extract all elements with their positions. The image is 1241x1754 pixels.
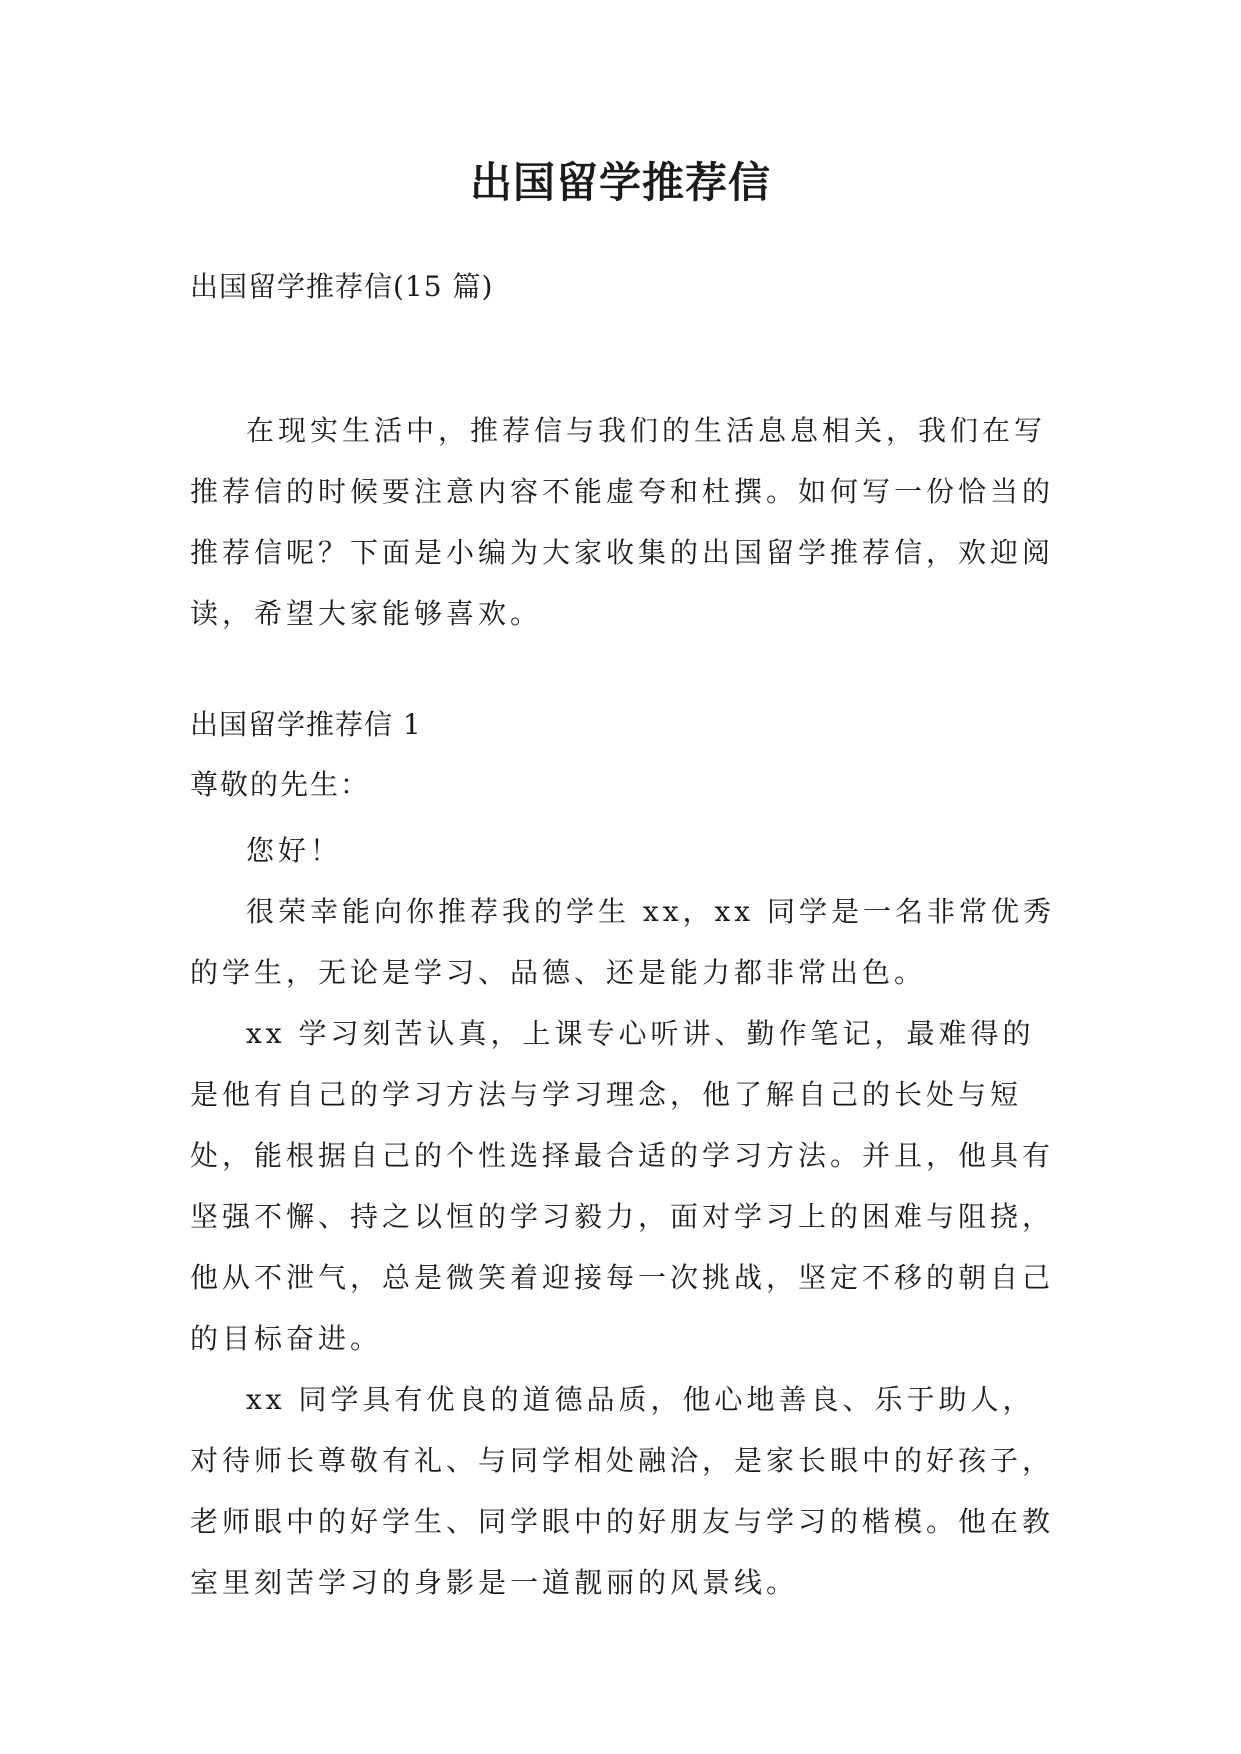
intro-block — [190, 400, 1060, 644]
greeting-paragraph: 您好！ — [246, 834, 343, 867]
intro-paragraph: 在现实生活中，推荐信与我们的生活息息相关，我们在写推荐信的时候要注意内容不能虚夸和杜撰。如何写一份恰当的推荐信呢？下面是小编为大家收集的出国留学推荐信，欢迎阅读，希望大家能够喜欢。 — [190, 414, 1055, 630]
letter-heading: 出国留学推荐信 1 — [190, 708, 422, 741]
letter-body — [190, 820, 1060, 1613]
body-paragraph: xx 同学具有优良的道德品质，他心地善良、乐于助人，对待师长尊敬有礼、与同学相处融洽，是家长眼中的好孩子，老师眼中的好学生、同学眼中的好朋友与学习的楷模。他在教室里刻苦学习的身影是一道靓丽的风景线。 — [190, 1383, 1055, 1599]
body-paragraph: xx 学习刻苦认真，上课专心听讲、勤作笔记，最难得的是他有自己的学习方法与学习理念，他了解自己的长处与短处，能根据自己的个性选择最合适的学习方法。并且，他具有坚强不懈、持之以恒的学习毅力，面对学习上的困难与阻挠，他从不泄气，总是微笑着迎接每一次挑战，坚定不移的朝自己的目标奋进。 — [190, 1017, 1055, 1355]
document-subtitle: 出国留学推荐信(15 篇) — [190, 270, 494, 303]
body-paragraph: 很荣幸能向你推荐我的学生 xx，xx 同学是一名非常优秀的学生，无论是学习、品德、还是能力都非常出色。 — [190, 895, 1055, 989]
letter-salutation: 尊敬的先生： — [190, 768, 371, 801]
document-title: 出国留学推荐信 — [469, 158, 771, 207]
